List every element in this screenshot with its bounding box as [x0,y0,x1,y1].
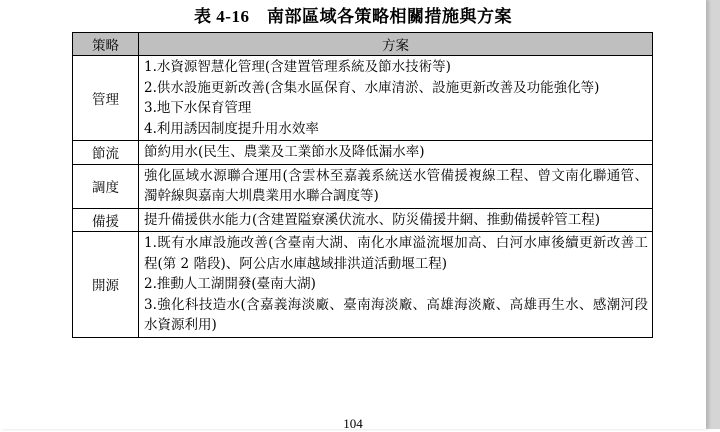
table-row-conservation [73,141,653,165]
category-cell: 調度 [73,164,139,208]
measures-cell [139,232,653,338]
table-caption: 表 4-16 南部區域各策略相關措施與方案 [194,7,512,26]
header-plan: 方案 [139,33,653,56]
measure-item: 提升備援供水能力(含建置隘寮溪伏流水、防災備援井網、推動備援幹管工程) [144,211,601,228]
measure-item: 節約用水(民生、農業及工業節水及降低漏水率) [144,144,425,160]
measure-item: 3.強化科技造水(含嘉義海淡廠、臺南海淡廠、高雄海淡廠、高雄再生水、感潮河段水資源利用) [144,296,648,333]
measure-item: 1.水資源智慧化管理(含建置管理系統及節水技術等) [144,59,451,75]
category-cell: 開源 [73,232,139,338]
measures-cell [139,208,653,232]
measure-item: 1.既有水庫設施改善(含臺南大湖、南化水庫溢流堰加高、白河水庫後續更新改善工程(第 2 階段)、阿公店水庫越域排洪道活動堰工程) [144,235,648,272]
measures-cell [139,164,653,208]
header-strategy: 策略 [73,33,139,56]
measure-item: 2.供水設施更新改善(含集水區保育、水庫清淤、設施更新改善及功能強化等) [144,79,600,96]
measure-item: 3.地下水保育管理 [144,100,252,116]
table-row-development [73,232,653,338]
measures-cell [139,56,653,141]
category-cell: 管理 [73,56,139,141]
table-row-allocation [73,164,653,208]
measure-item: 2.推動人工湖開發(臺南大湖) [144,276,316,292]
table-row-management [73,56,653,141]
measure-item: 強化區域水源聯合運用(含雲林至嘉義系統送水管備援複線工程、曾文南化聯通管、濁幹線與嘉南大圳農業用水聯合調度等) [144,167,648,204]
measures-cell [139,141,653,165]
category-cell: 節流 [73,141,139,165]
category-cell: 備援 [73,208,139,232]
measure-item: 4.利用誘因制度提升用水效率 [144,120,319,137]
strategy-table [72,32,653,338]
table-header-row [73,33,653,56]
table-row-backup [73,208,653,232]
page-number: 104 [343,416,363,431]
